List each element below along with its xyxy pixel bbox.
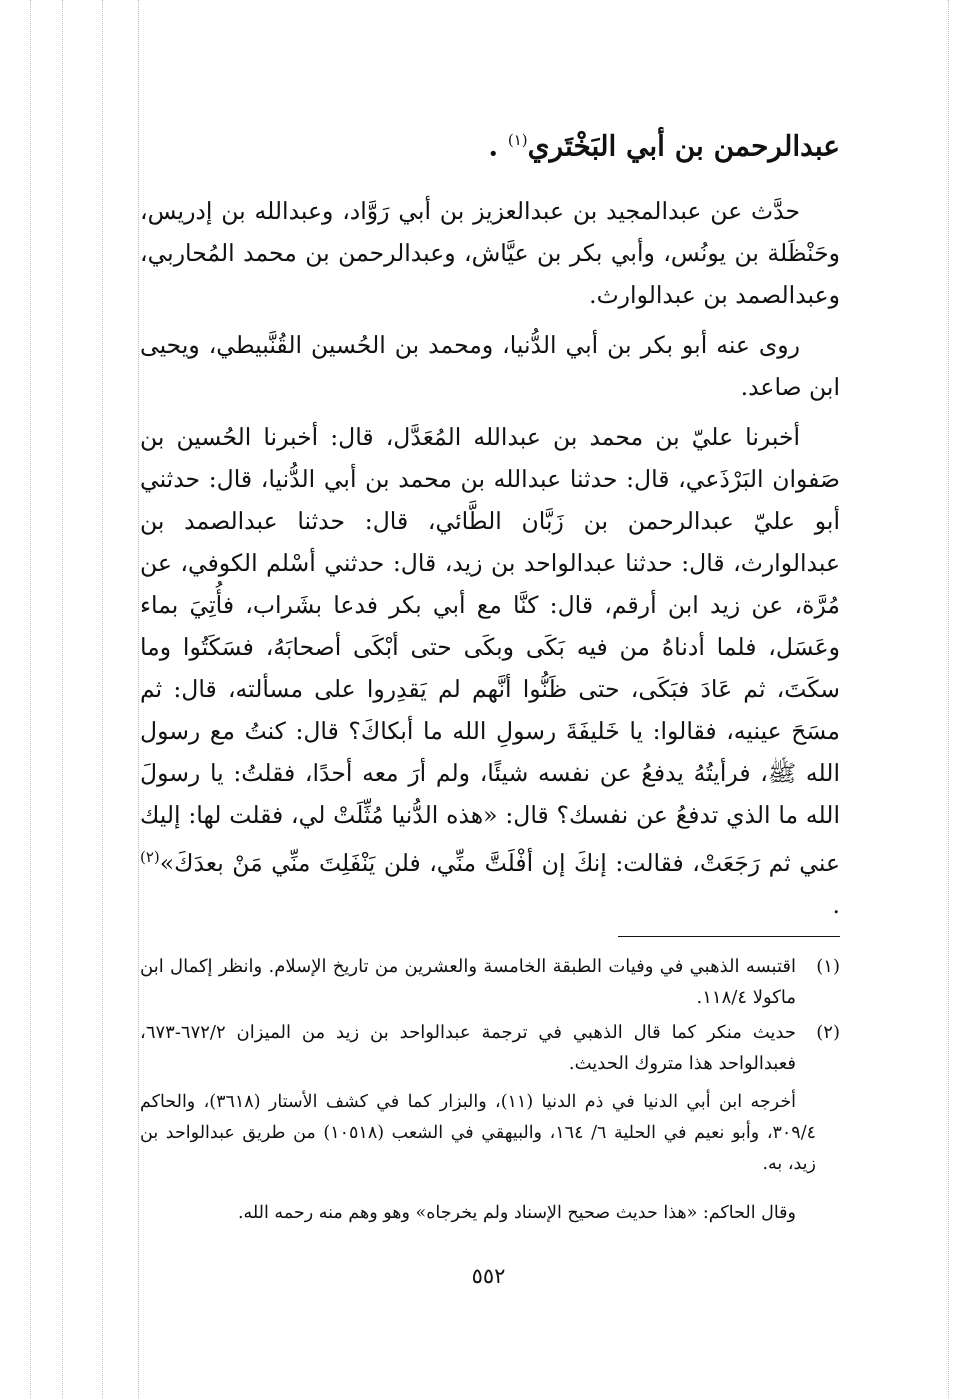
footnote-number: (١): [816, 956, 840, 978]
paragraph-students: روى عنه أبو بكر بن أبي الدُّنيا، ومحمد بن الحُسين القُنَّبيطي، ويحيى ابن صاعد.: [140, 331, 840, 402]
editor-note-hakim: وقال الحاكم: «هذا حديث صحيح الإسناد ولم يخرجاه» وهو وهم منه رحمه الله.: [237, 1202, 796, 1223]
entry-title-text: عبدالرحمن بن أبي البَخْتَري: [527, 129, 840, 163]
editor-note-takhrij: أخرجه ابن أبي الدنيا في ذم الدنيا (١١)، والبزار كما في كشف الأستار (٣٦١٨)، والحاكم ٣٠٩/٤، وأبو نعيم في الحلية ٦/ ١٦٤، والبيهقي في الشعب (١٠٥١٨) من طريق عبدالواحد بن زيد، به.: [140, 1092, 816, 1175]
footnote-2: [140, 1017, 840, 1079]
footnote-separator: [618, 936, 840, 937]
entry-title-end: .: [488, 129, 499, 163]
page-body: [140, 118, 840, 1231]
entry-title: [140, 118, 840, 168]
paragraph-hadith: [140, 416, 840, 926]
page-number: ٥٥٢: [471, 1264, 506, 1288]
hadith-end: .: [832, 891, 840, 920]
footnote-number: (٢): [816, 1022, 840, 1044]
footnote-marker-1: (١): [507, 131, 528, 149]
paragraph-teachers: حدَّث عن عبدالمجيد بن عبدالعزيز بن أبي رَوَّاد، وعبدالله بن إدريس، وحَنْظَلة بن يونُس، وأبي بكر بن عيَّاش، وعبدالرحمن بن محمد المُحاربي، وعبدالصمد بن عبدالوارث.: [140, 197, 840, 310]
footnote-marker-2: (٢): [140, 848, 160, 867]
footnote-text: حديث منكر كما قال الذهبي في ترجمة عبدالواحد بن زيد من الميزان ٦٧٢/٢-٦٧٣، فعبدالواحد هذا متروك الحديث.: [140, 1022, 796, 1075]
hadith-text: أخبرنا عليّ بن محمد بن عبدالله المُعَدَّل، قال: أخبرنا الحُسين بن صَفوان البَرْذَعي، قال: حدثنا عبدالله بن محمد بن أبي الدُّنيا، قال: حدثني أبو عليّ عبدالرحمن بن زَبَّان الطَّائي، قال: حدثنا عبدالصمد بن عبدالوارث، قال: حدثنا عبدالواحد بن زيد، قال: حدثني أسْلم الكوفي، عن مُرَّة، عن زيد ابن أرقم، قال: كنَّا مع أبي بكر فدعا بشَراب، فأُتِيَ بماء وعَسَل، فلما أدناهُ من فيه بَكَى وبكَى حتى أبْكَى أصحابَهُ، فسَكَتُوا وما سكَتَ، ثم عَادَ فبَكَى، حتى ظَنُّوا أنَّهم لم يَقدِروا على مسألته، قال: ثم مسَحَ عينيه، فقالوا: يا خَليفَةَ رسولِ الله ما أبكاكَ؟ قال: كنتُ مع رسول الله ﷺ، فرأيتُهُ يدفعُ عن نفسه شيئًا، ولم أرَ معه أحدًا، فقلتُ: يا رسولَ الله ما الذي تدفعُ عن نفسك؟ قال: «هذه الدُّنيا مُثِّلَتْ لي، فقلت لها: إليك عني ثم رَجَعَتْ، فقالت: إنكَ إن أفْلَتَّ منِّي، فلن يَنْفَلِتَ منِّي مَنْ بعدَكَ»: [140, 423, 840, 878]
footnote-text: اقتبسه الذهبي في وفيات الطبقة الخامسة والعشرين من تاريخ الإسلام. وانظر إكمال ابن ماكولا ١١٨/٤.: [140, 956, 796, 1009]
footnote-1: [140, 951, 840, 1013]
